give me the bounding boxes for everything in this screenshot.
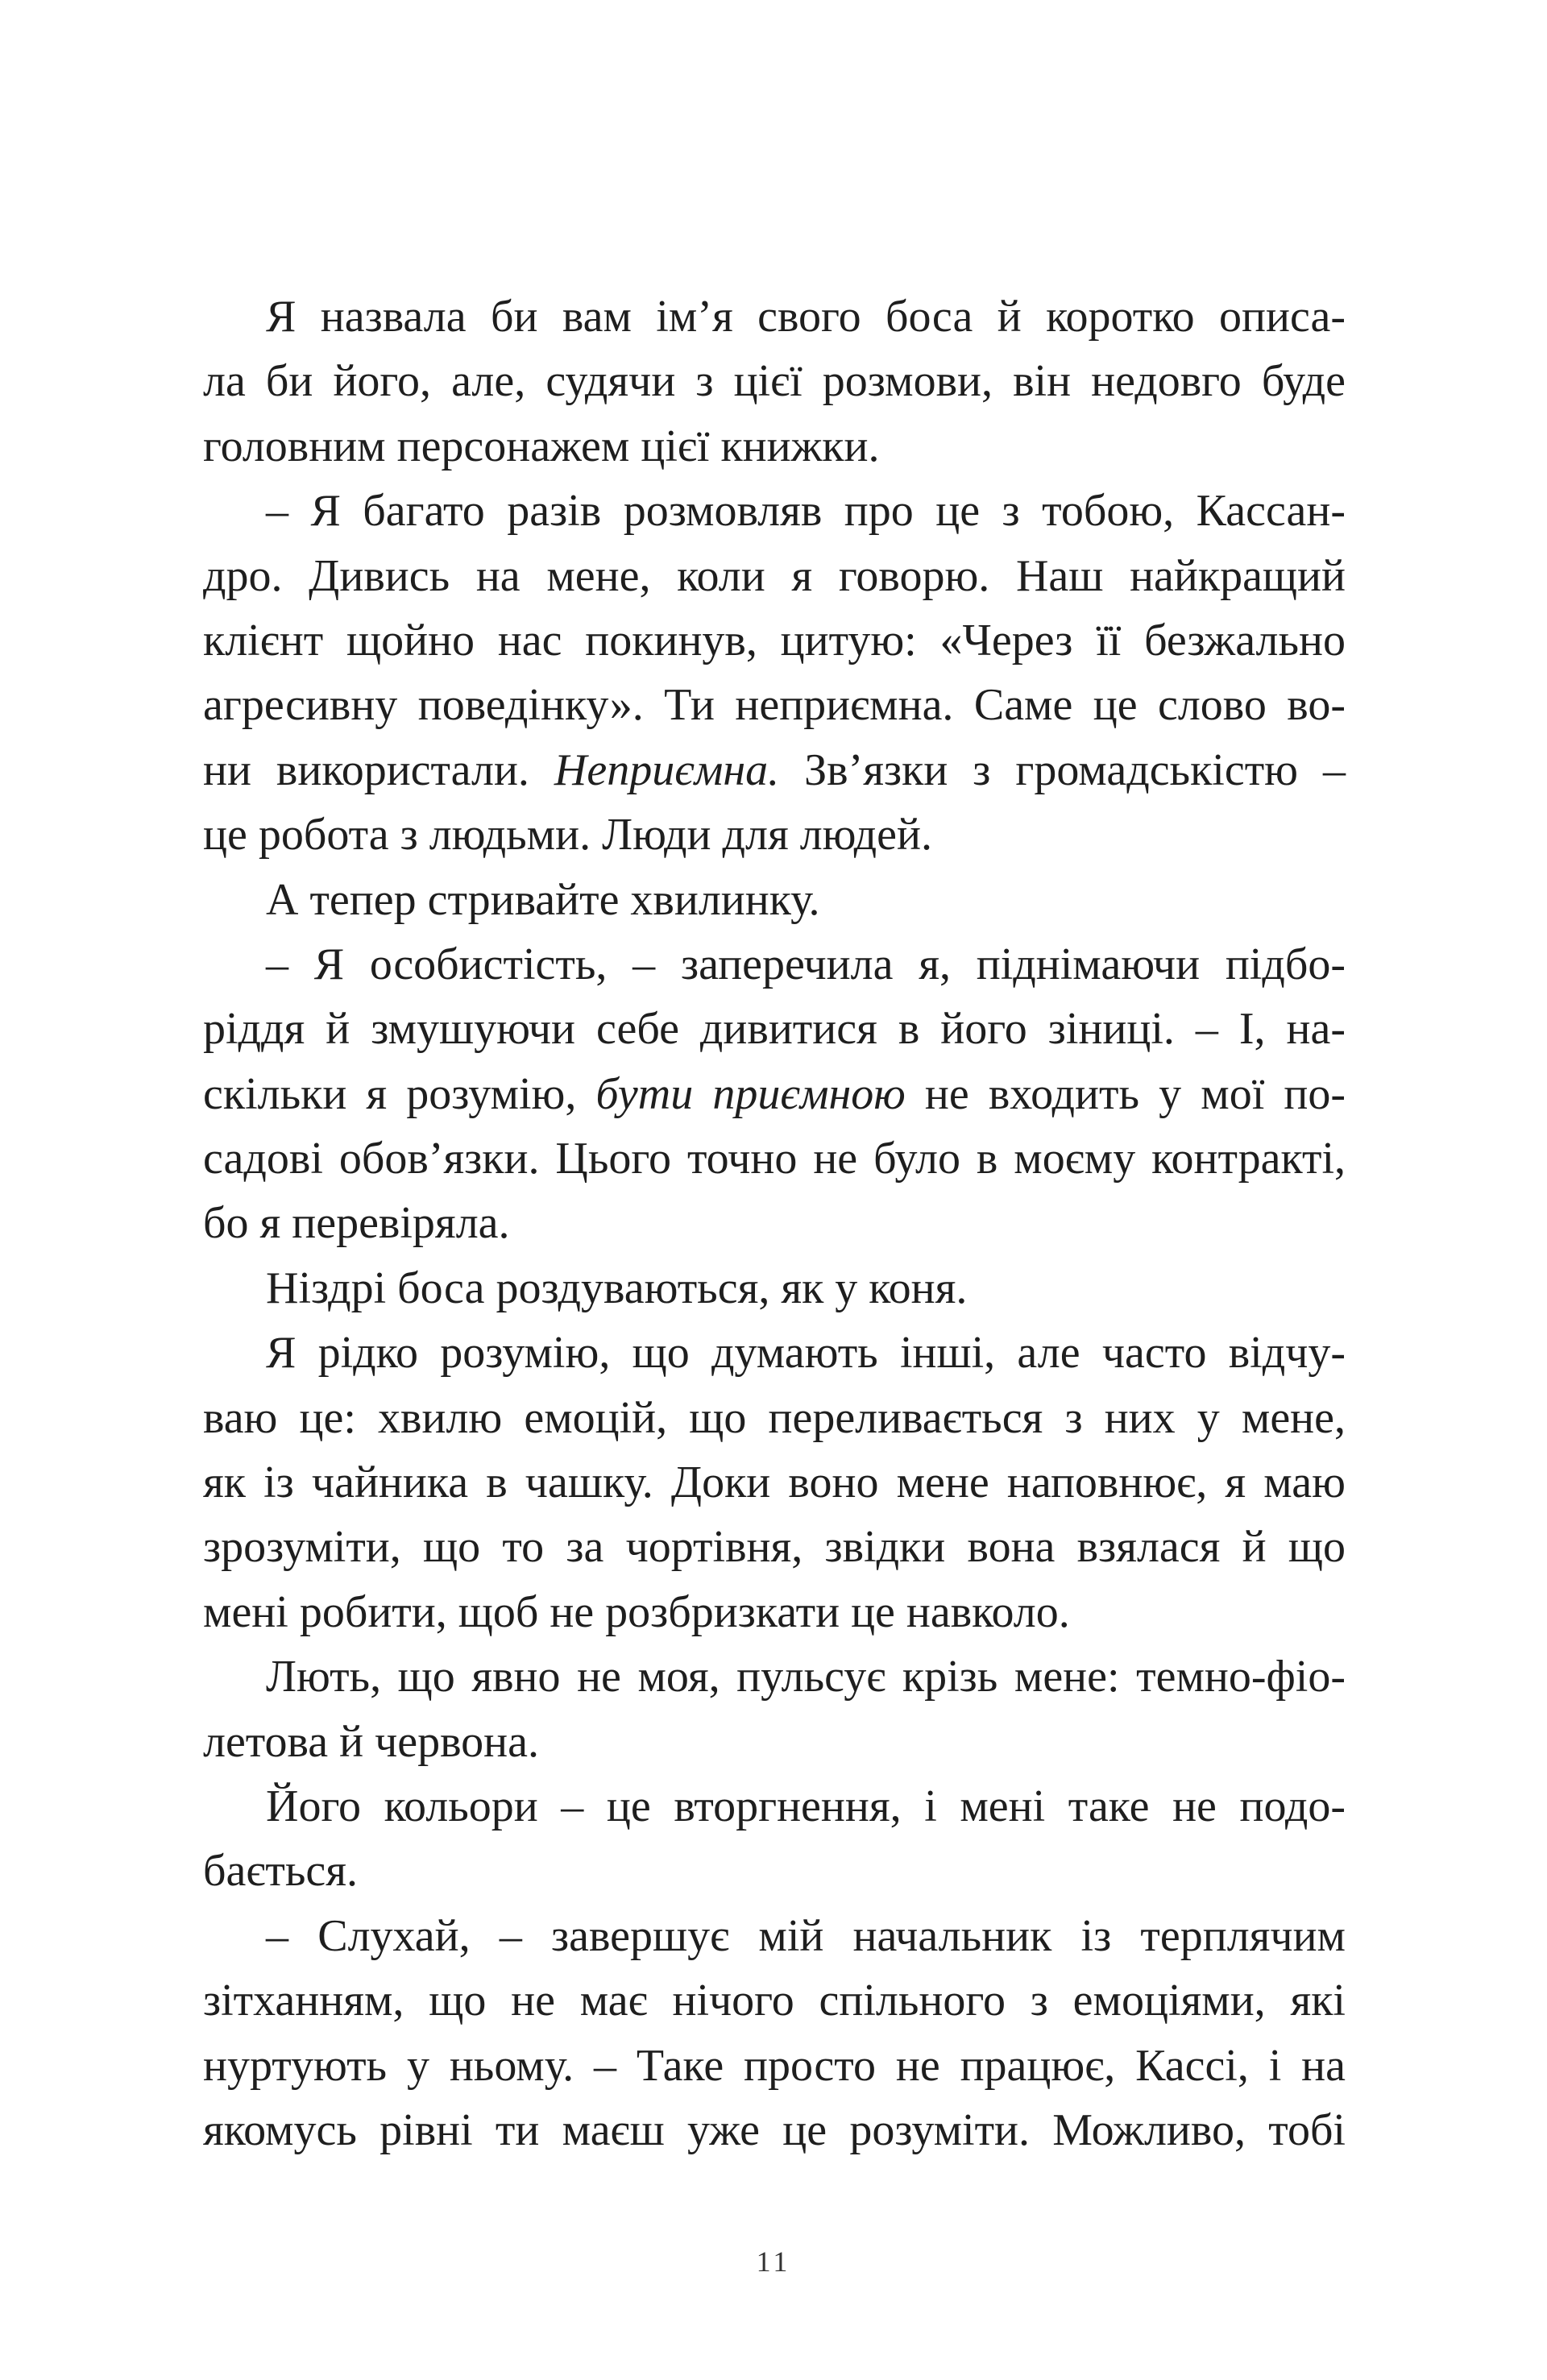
text-segment: Його кольори – це вторгнення, і мені таке не подо-	[266, 1781, 1346, 1831]
text-segment: агресивну поведінку». Ти неприємна. Саме це слово во-	[203, 680, 1346, 731]
text-segment: не входить у мої по-	[905, 1068, 1346, 1119]
text-segment: Лють, що явно не моя, пульсує крізь мене: темно-фіо-	[266, 1652, 1346, 1702]
text-line	[203, 284, 1346, 349]
text-line	[203, 738, 1346, 802]
text-segment: Зв’язки з громадськістю –	[779, 744, 1346, 795]
text-segment: летова й червона.	[203, 1716, 539, 1767]
text-line	[203, 608, 1346, 673]
text-line	[203, 2034, 1346, 2098]
text-line	[203, 1839, 1346, 1903]
text-segment: ваю це: хвилю емоцій, що переливається з них у мене,	[203, 1392, 1346, 1443]
text-segment: ріддя й змушуючи себе дивитися в його зіниці. – І, на-	[203, 1004, 1346, 1055]
text-segment: – Слухай, – завершує мій начальник із терплячим	[266, 1910, 1346, 1961]
text-line	[203, 479, 1346, 543]
text-segment: це робота з людьми. Люди для людей.	[203, 810, 932, 860]
text-line	[203, 1321, 1346, 1385]
italic-text: бути приємною	[595, 1068, 906, 1119]
text-line	[203, 673, 1346, 737]
body-text	[203, 284, 1346, 2162]
text-segment: – Я особистість, – заперечила я, піднімаючи підбо-	[266, 939, 1346, 989]
text-line	[203, 1515, 1346, 1579]
text-line	[203, 1580, 1346, 1644]
text-segment: ни використали.	[203, 744, 554, 795]
text-line	[203, 1904, 1346, 1968]
text-segment: скільки я розумію,	[203, 1068, 596, 1119]
italic-text: Неприємна.	[554, 744, 780, 795]
text-line	[203, 1710, 1346, 1774]
text-line	[203, 997, 1346, 1061]
text-line	[203, 1062, 1346, 1126]
text-line	[203, 868, 1346, 932]
text-segment: – Я багато разів розмовляв про це з тобою, Кассан-	[266, 486, 1346, 537]
text-line	[203, 1191, 1346, 1255]
text-segment: ла би його, але, судячи з цієї розмови, він недовго буде	[203, 356, 1346, 407]
text-line	[203, 349, 1346, 413]
text-segment: головним персонажем цієї книжки.	[203, 421, 880, 471]
text-segment: Я рідко розумію, що думають інші, але часто відчу-	[266, 1328, 1346, 1379]
text-segment: клієнт щойно нас покинув, цитую: «Через її безжально	[203, 615, 1346, 665]
text-segment: зітханням, що не має нічого спільного з емоціями, які	[203, 1976, 1346, 2026]
text-line	[203, 1450, 1346, 1515]
text-segment: нуртують у ньому. – Таке просто не працює, Кассі, і на	[203, 2040, 1346, 2091]
text-segment: бається.	[203, 1846, 359, 1897]
text-segment: бо я перевіряла.	[203, 1198, 510, 1249]
text-line	[203, 802, 1346, 867]
text-segment: мені робити, щоб не розбризкати це навколо.	[203, 1586, 1070, 1637]
text-segment: Я назвала би вам ім’я свого боса й коротко описа-	[266, 292, 1346, 342]
text-line	[203, 1386, 1346, 1450]
text-line	[203, 2098, 1346, 2162]
text-segment: садові обов’язки. Цього точно не було в моєму контракті,	[203, 1134, 1346, 1184]
text-line	[203, 1774, 1346, 1839]
text-line	[203, 544, 1346, 608]
text-segment: зрозуміти, що то за чортівня, звідки вона взялася й що	[203, 1522, 1346, 1573]
text-line	[203, 1256, 1346, 1321]
text-line	[203, 1968, 1346, 2033]
text-segment: Ніздрі боса роздуваються, як у коня.	[266, 1263, 968, 1313]
text-line	[203, 1126, 1346, 1191]
text-segment: А тепер стривайте хвилинку.	[266, 874, 820, 925]
text-segment: дро. Дивись на мене, коли я говорю. Наш найкращий	[203, 550, 1346, 601]
text-line	[203, 414, 1346, 479]
page-number: 11	[756, 2245, 791, 2278]
text-segment: якомусь рівні ти маєш уже це розуміти. Можливо, тобі	[203, 2104, 1346, 2155]
text-segment: як із чайника в чашку. Доки воно мене наповнює, я маю	[203, 1457, 1346, 1508]
text-line	[203, 932, 1346, 997]
text-line	[203, 1644, 1346, 1709]
